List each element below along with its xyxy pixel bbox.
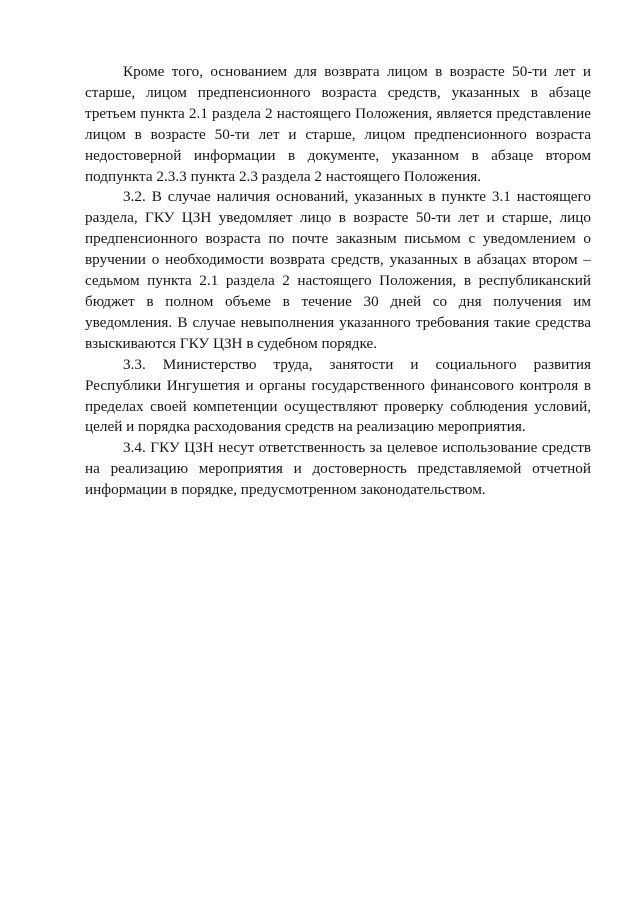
paragraph-3-4: 3.4. ГКУ ЦЗН несут ответственность за целевое использование средств на реализацию мероприятия и достоверность представляемой отчетной информации в порядке, предусмотренном законодательством. bbox=[85, 439, 591, 499]
paragraph-3-2: 3.2. В случае наличия оснований, указанных в пункте 3.1 настоящего раздела, ГКУ ЦЗН уведомляет лицо в возрасте 50-ти лет и старше, лицо предпенсионного возраста по почте заказным письмом с уведомлением о вручении о необходимости возврата средств, указанных в абзацах втором – седьмом пункта 2.1 раздела 2 настоящего Положения, в республиканский бюджет в полном объеме в течение 30 дней со дня получения им уведомления. В случае невыполнения указанного требования такие средства взыскиваются ГКУ ЦЗН в судебном порядке. bbox=[85, 188, 591, 352]
document-body bbox=[85, 62, 591, 501]
paragraph-3-3: 3.3. Министерство труда, занятости и социального развития Республики Ингушетия и органы государственного финансового контроля в пределах своей компетенции осуществляют проверку соблюдения условий, целей и порядка расходования средств на реализацию мероприятия. bbox=[85, 355, 591, 436]
paragraph-return-grounds: Кроме того, основанием для возврата лицом в возрасте 50-ти лет и старше, лицом предпенсионного возраста средств, указанных в абзаце третьем пункта 2.1 раздела 2 настоящего Положения, является представление лицом в возрасте 50-ти лет и старше, лицом предпенсионного возраста недостоверной информации в документе, указанном в абзаце втором подпункта 2.3.3 пункта 2.3 раздела 2 настоящего Положения. bbox=[85, 63, 591, 185]
